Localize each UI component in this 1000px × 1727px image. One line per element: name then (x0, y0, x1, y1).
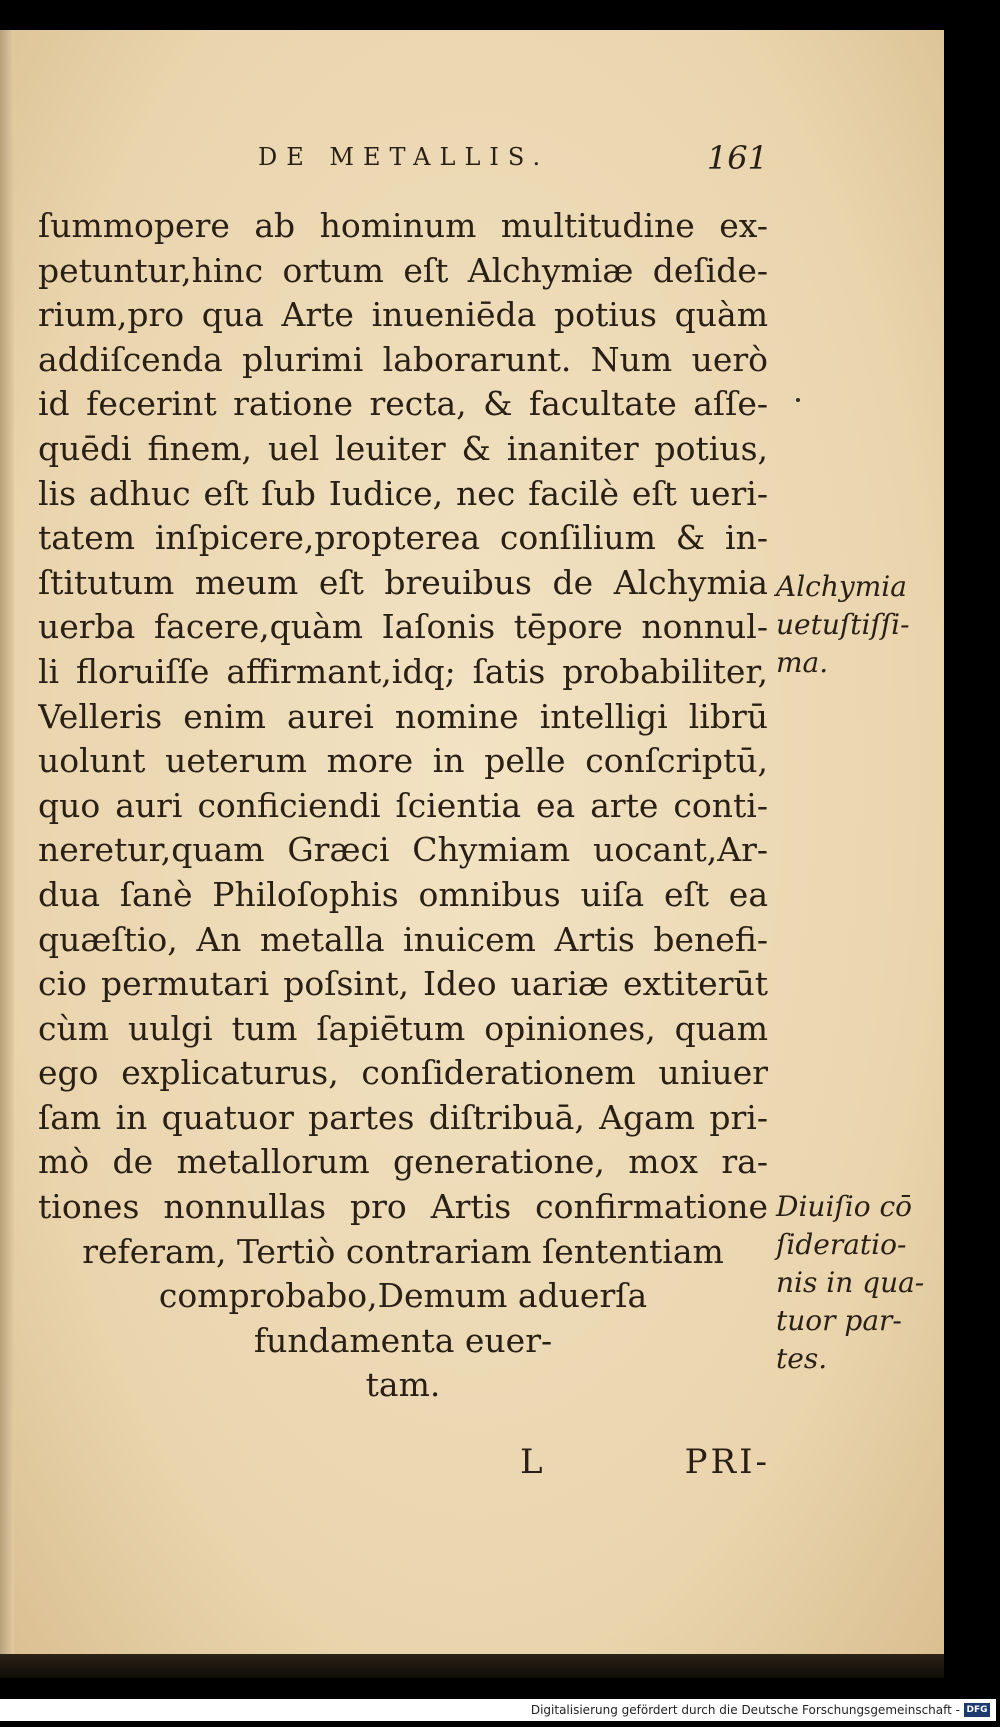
running-head-title: DE METALLIS. (258, 143, 550, 171)
margin-note-line: nis in qua- (776, 1266, 925, 1299)
text-line: ego explicaturus, conſiderationem uniuer (38, 1053, 768, 1093)
margin-note-line: ſideratio- (776, 1228, 907, 1261)
text-line: petuntur,hinc ortum eſt Alchymiæ deſide- (38, 250, 768, 290)
text-line: Velleris enim aurei nomine intelligi librū (38, 696, 768, 736)
text-line: quēdi finem, uel leuiter & inaniter potius, (38, 428, 768, 468)
text-line: addiſcenda plurimi laborarunt. Num uerò (38, 339, 768, 379)
text-line: cùm uulgi tum ſapiētum opiniones, quam (38, 1008, 768, 1048)
text-line: uolunt ueterum more in pelle conſcriptū, (38, 741, 768, 781)
tail-line: comprobabo,Demum aduerſa (158, 1276, 648, 1316)
text-line: li floruiſſe affirmant,idq; ſatis probabiliter, (38, 651, 768, 691)
book-page (0, 30, 944, 1678)
margin-mark (796, 398, 800, 402)
text-line: lis adhuc eſt ſub Iudice, nec facilè eſt ueri- (38, 473, 768, 513)
digitization-footer (0, 1699, 996, 1721)
page-edge-shadow (0, 1654, 944, 1678)
margin-note-alchymia (776, 568, 926, 682)
text-line: quæſtio, An metalla inuicem Artis benefi- (38, 919, 768, 959)
margin-note-line: uetuſtiſſi- (776, 608, 910, 641)
margin-note-divisio (776, 1188, 926, 1378)
signature-mark: L (520, 1442, 543, 1482)
text-line: uerba facere,quàm Iaſonis tēpore nonnul- (38, 607, 768, 647)
funding-notice: Digitalisierung gefördert durch die Deutsche Forschungsgemeinschaft - (530, 1703, 960, 1717)
tail-line: tam. (365, 1365, 441, 1405)
text-line: mò de metallorum generatione, mox ra- (38, 1142, 768, 1182)
text-line: quo auri conficiendi ſcientia ea arte conti- (38, 785, 768, 825)
text-line: tiones nonnullas pro Artis confirmatione (38, 1187, 768, 1227)
text-line: rium,pro qua Arte inueniēda potius quàm (38, 295, 768, 335)
margin-note-line: Alchymia (776, 570, 907, 603)
running-head (38, 139, 768, 183)
text-line: dua ſanè Philoſophis omnibus uiſa eſt ea (38, 874, 768, 914)
margin-note-line: tes. (776, 1342, 828, 1375)
text-line: neretur,quam Græci Chymiam uocant,Ar- (38, 830, 768, 870)
page-gutter (0, 30, 14, 1678)
margin-note-line: Diuiſio cō (776, 1190, 913, 1223)
tail-line: referam, Tertiò contrariam ſententiam (82, 1231, 724, 1271)
text-line: id fecerint ratione recta, & facultate aſſe- (38, 384, 768, 424)
catchword-line (520, 1442, 770, 1492)
text-line: tatem inſpicere,propterea conſilium & in- (38, 518, 768, 558)
text-line: cio permutari poſsint, Ideo uariæ extiterūt (38, 964, 768, 1004)
tail-line: fundamenta euer- (253, 1320, 553, 1360)
margin-note-line: tuor par- (776, 1304, 902, 1337)
main-text-block (38, 204, 768, 1408)
text-line: ſam in quatuor partes diſtribuā, Agam pri- (38, 1097, 768, 1137)
catchword: PRI- (684, 1442, 770, 1482)
text-line: ſummopere ab hominum multitudine ex- (38, 206, 768, 245)
dfg-logo: DFG (964, 1703, 990, 1717)
text-line: ſtitutum meum eſt breuibus de Alchymia (38, 562, 768, 602)
page-number: 161 (706, 139, 768, 177)
margin-note-line: ma. (776, 646, 829, 679)
